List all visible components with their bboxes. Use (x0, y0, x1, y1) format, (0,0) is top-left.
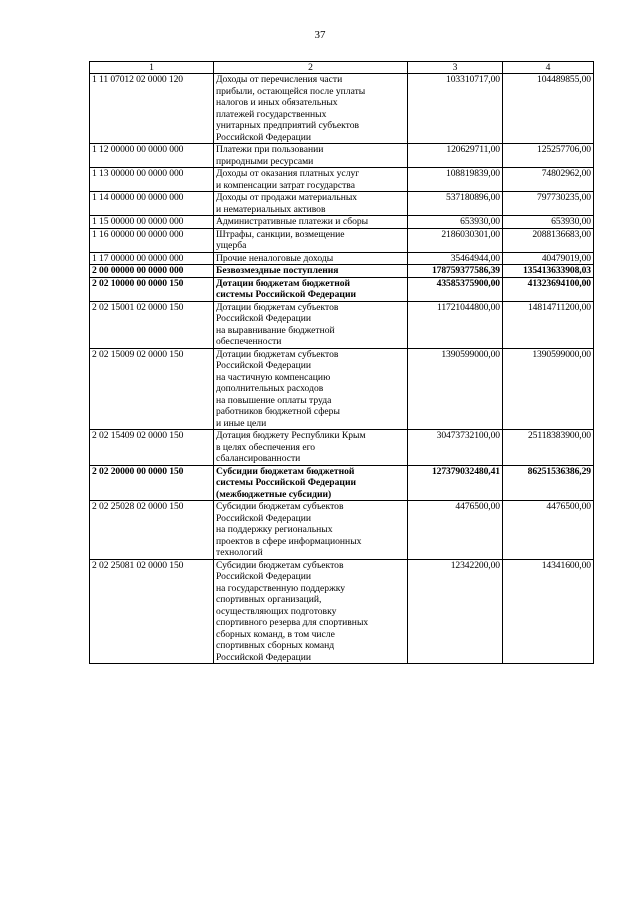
amount-cell-2: 125257706,00 (503, 144, 594, 168)
amount-cell-1: 127379032480,41 (408, 465, 503, 501)
table-row (90, 348, 594, 430)
amount-cell-1: 537180896,00 (408, 192, 503, 216)
amount-cell-2: 2088136683,00 (503, 228, 594, 252)
revenue-name-cell: Доходы от продажи материальных и нематериальных активов (214, 192, 408, 216)
revenue-name-cell: Дотации бюджетам субъектов Российской Федерации на частичную компенсацию дополнительных расходов на повышение оплаты труда работников бюджетной сферы и иные цели (214, 348, 408, 430)
column-header-name: 2 (214, 62, 408, 74)
amount-cell-1: 30473732100,00 (408, 430, 503, 466)
amount-cell-1: 12342200,00 (408, 559, 503, 664)
table-row (90, 192, 594, 216)
column-header-code: 1 (90, 62, 214, 74)
amount-cell-1: 120629711,00 (408, 144, 503, 168)
budget-code-cell: 1 16 00000 00 0000 000 (90, 228, 214, 252)
amount-cell-2: 74802962,00 (503, 168, 594, 192)
amount-cell-2: 14341600,00 (503, 559, 594, 664)
revenue-name-cell: Доходы от перечисления части прибыли, остающейся после уплаты налогов и иных обязательных платежей государственных унитарных предприятий субъектов Российской Федерации (214, 74, 408, 144)
amount-cell-2: 104489855,00 (503, 74, 594, 144)
table-row (90, 265, 594, 278)
budget-code-cell: 1 14 00000 00 0000 000 (90, 192, 214, 216)
amount-cell-2: 86251536386,29 (503, 465, 594, 501)
budget-code-cell: 1 11 07012 02 0000 120 (90, 74, 214, 144)
amount-cell-2: 135413633908,03 (503, 265, 594, 278)
budget-code-cell: 1 17 00000 00 0000 000 (90, 252, 214, 265)
amount-cell-2: 4476500,00 (503, 501, 594, 560)
budget-code-cell: 2 02 25028 02 0000 150 (90, 501, 214, 560)
revenue-name-cell: Дотации бюджетам бюджетной системы Российской Федерации (214, 277, 408, 301)
amount-cell-1: 103310717,00 (408, 74, 503, 144)
amount-cell-1: 108819839,00 (408, 168, 503, 192)
amount-cell-2: 1390599000,00 (503, 348, 594, 430)
revenue-name-cell: Субсидии бюджетам бюджетной системы Российской Федерации (межбюджетные субсидии) (214, 465, 408, 501)
revenue-name-cell: Дотация бюджету Республики Крым в целях обеспечения его сбалансированности (214, 430, 408, 466)
budget-code-cell: 2 02 10000 00 0000 150 (90, 277, 214, 301)
amount-cell-1: 43585375900,00 (408, 277, 503, 301)
table-row (90, 430, 594, 466)
amount-cell-2: 25118383900,00 (503, 430, 594, 466)
revenue-name-cell: Административные платежи и сборы (214, 216, 408, 229)
page-number: 37 (314, 29, 326, 41)
amount-cell-1: 11721044800,00 (408, 301, 503, 348)
table-row (90, 216, 594, 229)
table-row (90, 168, 594, 192)
revenue-name-cell: Платежи при пользовании природными ресурсами (214, 144, 408, 168)
table-row (90, 252, 594, 265)
budget-code-cell: 2 00 00000 00 0000 000 (90, 265, 214, 278)
budget-code-cell: 1 12 00000 00 0000 000 (90, 144, 214, 168)
amount-cell-1: 4476500,00 (408, 501, 503, 560)
revenue-name-cell: Доходы от оказания платных услуг и компенсации затрат государства (214, 168, 408, 192)
budget-code-cell: 2 02 25081 02 0000 150 (90, 559, 214, 664)
amount-cell-1: 178759377586,39 (408, 265, 503, 278)
revenue-name-cell: Субсидии бюджетам субъектов Российской Федерации на государственную поддержку спортивных организаций, осуществляющих подготовку спортивного резерва для спортивных сборных команд, в том числе спортивных сборных команд Российской Федерации (214, 559, 408, 664)
table-row (90, 74, 594, 144)
budget-code-cell: 2 02 20000 00 0000 150 (90, 465, 214, 501)
amount-cell-1: 1390599000,00 (408, 348, 503, 430)
column-header-value-2: 4 (503, 62, 594, 74)
revenue-name-cell: Прочие неналоговые доходы (214, 252, 408, 265)
header-row (90, 62, 594, 74)
amount-cell-1: 35464944,00 (408, 252, 503, 265)
amount-cell-2: 40479019,00 (503, 252, 594, 265)
amount-cell-2: 653930,00 (503, 216, 594, 229)
budget-code-cell: 2 02 15001 02 0000 150 (90, 301, 214, 348)
table-row (90, 501, 594, 560)
table-row (90, 465, 594, 501)
budget-code-cell: 1 15 00000 00 0000 000 (90, 216, 214, 229)
revenue-name-cell: Дотации бюджетам субъектов Российской Федерации на выравнивание бюджетной обеспеченности (214, 301, 408, 348)
budget-code-cell: 2 02 15009 02 0000 150 (90, 348, 214, 430)
revenue-name-cell: Субсидии бюджетам субъектов Российской Федерации на поддержку региональных проектов в сфере информационных технологий (214, 501, 408, 560)
column-header-value-1: 3 (408, 62, 503, 74)
table-row (90, 228, 594, 252)
revenue-name-cell: Штрафы, санкции, возмещение ущерба (214, 228, 408, 252)
revenue-name-cell: Безвозмездные поступления (214, 265, 408, 278)
table-row (90, 559, 594, 664)
amount-cell-1: 2186030301,00 (408, 228, 503, 252)
amount-cell-2: 14814711200,00 (503, 301, 594, 348)
amount-cell-2: 41323694100,00 (503, 277, 594, 301)
amount-cell-1: 653930,00 (408, 216, 503, 229)
amount-cell-2: 797730235,00 (503, 192, 594, 216)
budget-revenue-table (89, 61, 594, 664)
budget-code-cell: 1 13 00000 00 0000 000 (90, 168, 214, 192)
budget-code-cell: 2 02 15409 02 0000 150 (90, 430, 214, 466)
table-row (90, 301, 594, 348)
table-row (90, 277, 594, 301)
table-row (90, 144, 594, 168)
